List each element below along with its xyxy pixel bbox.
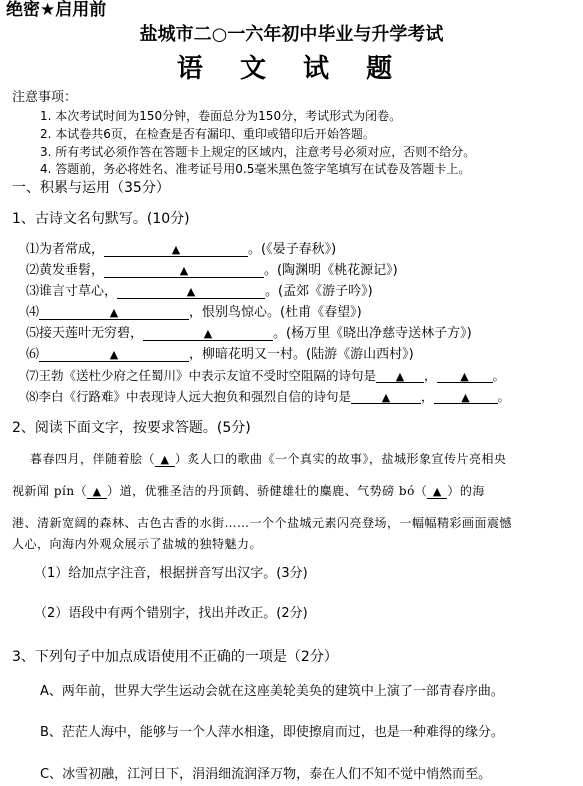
answer-mark: ▲ xyxy=(109,348,119,361)
answer-blank[interactable] xyxy=(376,368,424,383)
item-prefix: ⑴为者常成， xyxy=(26,242,105,257)
question-1-title: 1、古诗文名句默写。(10分) xyxy=(12,211,190,227)
notice-heading: 注意事项： xyxy=(12,90,78,105)
answer-blank[interactable] xyxy=(39,305,189,320)
answer-mark: ▲ xyxy=(203,327,213,340)
dictation-item xyxy=(26,284,373,300)
sub-question: （2）语段中有两个错别字，找出并改正。(2分) xyxy=(34,606,308,621)
answer-blank[interactable] xyxy=(351,389,421,404)
notice-item: 2. 本试卷共6页，在检查是否有漏印、重印或错印后开始答题。 xyxy=(40,127,375,141)
answer-mark: ▲ xyxy=(92,485,102,498)
item-separator: ， xyxy=(424,368,437,383)
answer-blank[interactable] xyxy=(104,263,264,278)
dictation-item xyxy=(26,242,336,258)
answer-blank[interactable] xyxy=(104,242,248,257)
subject-title: 语 文 试 题 xyxy=(176,54,407,84)
answer-mark: ▲ xyxy=(432,485,442,498)
answer-blank[interactable] xyxy=(155,452,175,467)
answer-blank[interactable] xyxy=(87,484,107,499)
notice-item: 1. 本次考试时间为150分钟，卷面总分为150分，考试形式为闭卷。 xyxy=(40,109,402,123)
answer-blank[interactable] xyxy=(427,484,447,499)
answer-mark: ▲ xyxy=(109,306,119,319)
option-c: C、冰雪初融，江河日下，涓涓细流润泽万物，泰在人们不知不觉中悄然而至。 xyxy=(40,767,492,782)
item-suffix: 。 xyxy=(492,368,506,383)
answer-mark: ▲ xyxy=(460,370,469,383)
option-a: A、两年前，世界大学生运动会就在这座美轮美奂的建筑中上演了一部青春序曲。 xyxy=(40,684,504,699)
item-suffix: 。(陶渊明《桃花源记》) xyxy=(264,263,398,278)
item-prefix: ⑻李白《行路难》中表现诗人远大抱负和强烈自信的诗句是 xyxy=(26,389,352,404)
item-suffix: 。(《晏子春秋》) xyxy=(248,242,337,257)
dictation-item xyxy=(26,368,505,383)
text-segment: ）道，优雅圣洁的丹顶鹤、骄健雄壮的麋鹿、气势磅 bó（ xyxy=(107,484,428,498)
sub-question: （1）给加点字注音，根据拼音写出汉字。(3分) xyxy=(34,566,308,581)
item-suffix: 。 xyxy=(497,389,511,404)
reading-paragraph-line: 人心，向海内外观众展示了盐城的独特魅力。 xyxy=(12,537,263,551)
answer-blank[interactable] xyxy=(434,389,498,404)
answer-mark: ▲ xyxy=(186,285,196,298)
text-segment: ）炙人口的歌曲《一个真实的故事》，盐城形象宣传片亮相央 xyxy=(175,452,507,466)
answer-blank[interactable] xyxy=(117,284,265,299)
text-segment: 暮春四月，伴随着脍（ xyxy=(30,452,156,466)
text-segment: ）的海 xyxy=(447,484,485,498)
item-prefix: ⑹ xyxy=(26,347,40,362)
item-separator: ， xyxy=(421,389,434,404)
item-suffix: 。(孟郊《游子吟》) xyxy=(265,284,373,299)
item-prefix: ⑵黄发垂髫， xyxy=(26,263,105,278)
item-prefix: ⑷ xyxy=(26,305,40,320)
dictation-item xyxy=(26,263,398,279)
answer-blank[interactable] xyxy=(437,368,493,383)
reading-paragraph-line xyxy=(30,452,507,467)
item-suffix: ，恨别鸟惊心。(杜甫《春望》) xyxy=(189,305,362,320)
answer-blank[interactable] xyxy=(143,326,273,341)
answer-mark: ▲ xyxy=(160,453,170,466)
dictation-item xyxy=(26,326,472,342)
item-prefix: ⑺王勃《送杜少府之任蜀川》中表示友谊不受时空阻隔的诗句是 xyxy=(26,368,377,383)
answer-mark: ▲ xyxy=(179,264,189,277)
item-prefix: ⑸接天莲叶无穷碧， xyxy=(26,326,144,341)
item-suffix: ，柳暗花明又一村。(陆游《游山西村》) xyxy=(189,347,414,362)
item-suffix: 。(杨万里《晓出净慈寺送林子方》) xyxy=(273,326,472,341)
answer-mark: ▲ xyxy=(461,391,470,404)
notice-item: 3. 所有考试必须作答在答题卡上规定的区域内，注意考号必须对应，否则不给分。 xyxy=(40,145,476,159)
item-prefix: ⑶谁言寸草心， xyxy=(26,284,118,299)
reading-paragraph-line: 港、清新宽阔的森林、古色古香的水街……一个个盐城元素闪亮登场，一幅幅精彩画面震憾 xyxy=(12,516,513,530)
answer-blank[interactable] xyxy=(39,347,189,362)
confidential-label: 绝密★启用前 xyxy=(6,0,107,20)
reading-paragraph-line xyxy=(12,484,485,499)
exam-title: 盐城市二○一六年初中毕业与升学考试 xyxy=(139,24,444,45)
text-segment: 视新闻 pín（ xyxy=(12,484,88,498)
dictation-item xyxy=(26,347,414,363)
section-heading: 一、积累与运用（35分） xyxy=(12,180,170,196)
answer-mark: ▲ xyxy=(171,243,181,256)
dictation-item xyxy=(26,305,362,321)
notice-item: 4. 答题前，务必将姓名、准考证号用0.5毫米黑色签字笔填写在试卷及答题卡上。 xyxy=(40,162,471,176)
question-3-title: 3、下列句子中加点成语使用不正确的一项是（2分） xyxy=(12,649,338,665)
option-b: B、茫茫人海中，能够与一个人萍水相逢，即使擦肩而过，也是一种难得的缘分。 xyxy=(40,725,504,740)
question-2-title: 2、阅读下面文字，按要求答题。(5分) xyxy=(12,420,251,436)
dictation-item xyxy=(26,389,510,404)
answer-mark: ▲ xyxy=(395,370,405,383)
answer-mark: ▲ xyxy=(381,391,391,404)
